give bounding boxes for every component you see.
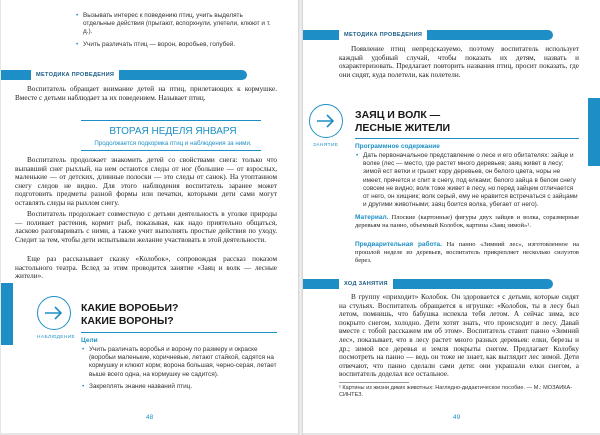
side-label: НАБЛЮДЕНИЕ <box>37 335 76 340</box>
section-title-line: ЗАЯЦ И ВОЛК — <box>355 109 441 121</box>
list-item: • Дать первоначальное представление о лесе и его обитателях: зайце и волке (лес — место, где растет много деревьев; заяц живет в лесу; зимой ест ветки и грызет кору деревьев, он белого цвета, норы не имеет, прячется и спит в снегу, под елками; белого зайца в белом снегу совсем не видно; волк тоже живет в лесу, но перед зайцем отличается от него, он хищник; волк серый, ему не нравится встречаться с зайцами и другими животными; заяц боится волка, убегает от него). <box>363 152 579 209</box>
divider <box>81 120 261 121</box>
divider <box>81 332 277 333</box>
paragraph: Еще раз рассказывает сказку «Колобок», сопровождая рассказ показом настольного театра. Вслед за этим проводится занятие «Заяц и волк — лесные жители». <box>15 255 277 281</box>
band-label: ХОД ЗАНЯТИЯ <box>339 279 393 289</box>
program-label: Программное содержание <box>355 143 440 150</box>
material-text: Плоские (картонные) фигуры двух зайцев и волка, соразмерные деревьям на панно, объемный Колобок, картина «Заяц зимой»¹. <box>355 214 580 229</box>
footnote: ¹ Картины из жизни диких животных: Наглядно-дидактическое пособие. — М.: МОЗАИКА-СИНТЕЗ. <box>339 385 573 398</box>
section-title-line: КАКИЕ ВОРОБЬИ? <box>81 302 179 314</box>
paragraph: Появление птиц непредсказуемо, поэтому воспитатель использует каждый удобный случай, чтобы показать их детям, назвать и охарактеризовать. Предлагает повторить названия птиц, просит показать, где они сидят, куда полетели, как полетели. <box>339 45 579 79</box>
arrow-circle-icon <box>37 296 71 330</box>
paragraph: В группу «приходит» Колобок. Он здоровается с детьми, которые сидят на стульях. Воспитатель обращается к игрушке: «Колобок, ты в лесу был летом, помнишь, что бабушка испекла тебя летом. А сейчас зима, все покрыто снегом, холодно. Дети хотят знать, что происходит в лесу. Давай вместе с тобой расскажем им об этом». Воспитатель ставит панно «Зимний лес», показывает, что в лесу растет много разных деревьев: елки, березы и др.; зимой все деревья и земля покрыты снегом. Предлагает Колобку посмотреть на панно — ведь он тоже не знает, как выглядит лес зимой. Дети отвечают, что панно сделали сами дети: они украшали елки снегом, а воспитатель доделал все остальное. <box>339 293 579 379</box>
side-label: ЗАНЯТИЕ <box>313 143 339 148</box>
list-item: • Учить различать воробья и ворону по размеру и окраске (воробьи маленькие, коричневые, летают стайкой, садятся на кормушку и клюют корм; ворона большая, черно-серая, летает выше всего одна, на кормушку не садится). <box>89 346 277 379</box>
left-page <box>1 0 298 433</box>
week-title: ВТОРАЯ НЕДЕЛЯ ЯНВАРЯ <box>109 126 237 137</box>
band-label: МЕТОДИКА ПРОВЕДЕНИЯ <box>31 70 119 80</box>
prelim-label: Предварительная работа. <box>355 241 442 248</box>
section-title-line: КАКИЕ ВОРОНЫ? <box>81 315 174 327</box>
prelim-text: На панно «Зимний лес», изготовленное на прошлой неделе из деревьев, воспитатель прикрепляет несколько силуэтов берез. <box>355 241 579 264</box>
list-item: • Закреплять знание названий птиц. <box>89 383 277 391</box>
arrow-circle-icon <box>309 104 343 138</box>
page-number: 48 <box>146 414 154 421</box>
prelim-paragraph <box>355 241 579 265</box>
section-title-line: ЛЕСНЫЕ ЖИТЕЛИ <box>355 122 451 134</box>
list-item: • Вызывать интерес к поведению птиц, учить выделять отдельные действия (прыгают, вспорхнули, улетели, клюют и т. д.). <box>83 12 273 37</box>
week-subtitle: Продолжается подкормка птиц и наблюдения за ними. <box>94 140 252 147</box>
section-sidebar <box>588 98 600 166</box>
paragraph: Воспитатель обращает внимание детей на птиц, прилетающих к кормушке. Вместе с детьми наблюдает за их поведением. Называет птиц. <box>15 85 277 102</box>
paragraph: Воспитатель продолжает совместную с детьми деятельность в уголке природы — поливает растения, кормит рыб, показывая, как надо приятельно общаться, ласково разговаривать с ними, а также учит выполнять простые действия по уходу. Следит за тем, чтобы дети испытывали желание участвовать в этой деятельности. <box>15 210 277 244</box>
divider <box>355 138 579 139</box>
page-number: 49 <box>453 414 461 421</box>
material-paragraph <box>355 214 579 230</box>
section-sidebar <box>1 283 13 345</box>
footnote-divider <box>339 382 409 383</box>
band-label: МЕТОДИКА ПРОВЕДЕНИЯ <box>339 30 427 40</box>
goals-label: Цели <box>81 337 98 344</box>
paragraph: Воспитатель продолжает знакомить детей со свойствами снега: только что выпавший снег рыхлый, на нем остаются следы от ног (большие — от взрослых, маленькие — от детских, длинные полоски — это следы от санок). На утоптанном снегу следов не видно. Для этого наблюдения воспитатель заранее может подготовить предметы разной формы или печатки, которыми дети сами могут оставлять следы на рыхлом снегу. <box>15 156 277 207</box>
material-label: Материал. <box>355 214 389 221</box>
divider <box>81 150 261 151</box>
right-page <box>303 0 600 433</box>
list-item: • Учить различать птиц — ворон, воробьев, голубей. <box>83 41 273 49</box>
